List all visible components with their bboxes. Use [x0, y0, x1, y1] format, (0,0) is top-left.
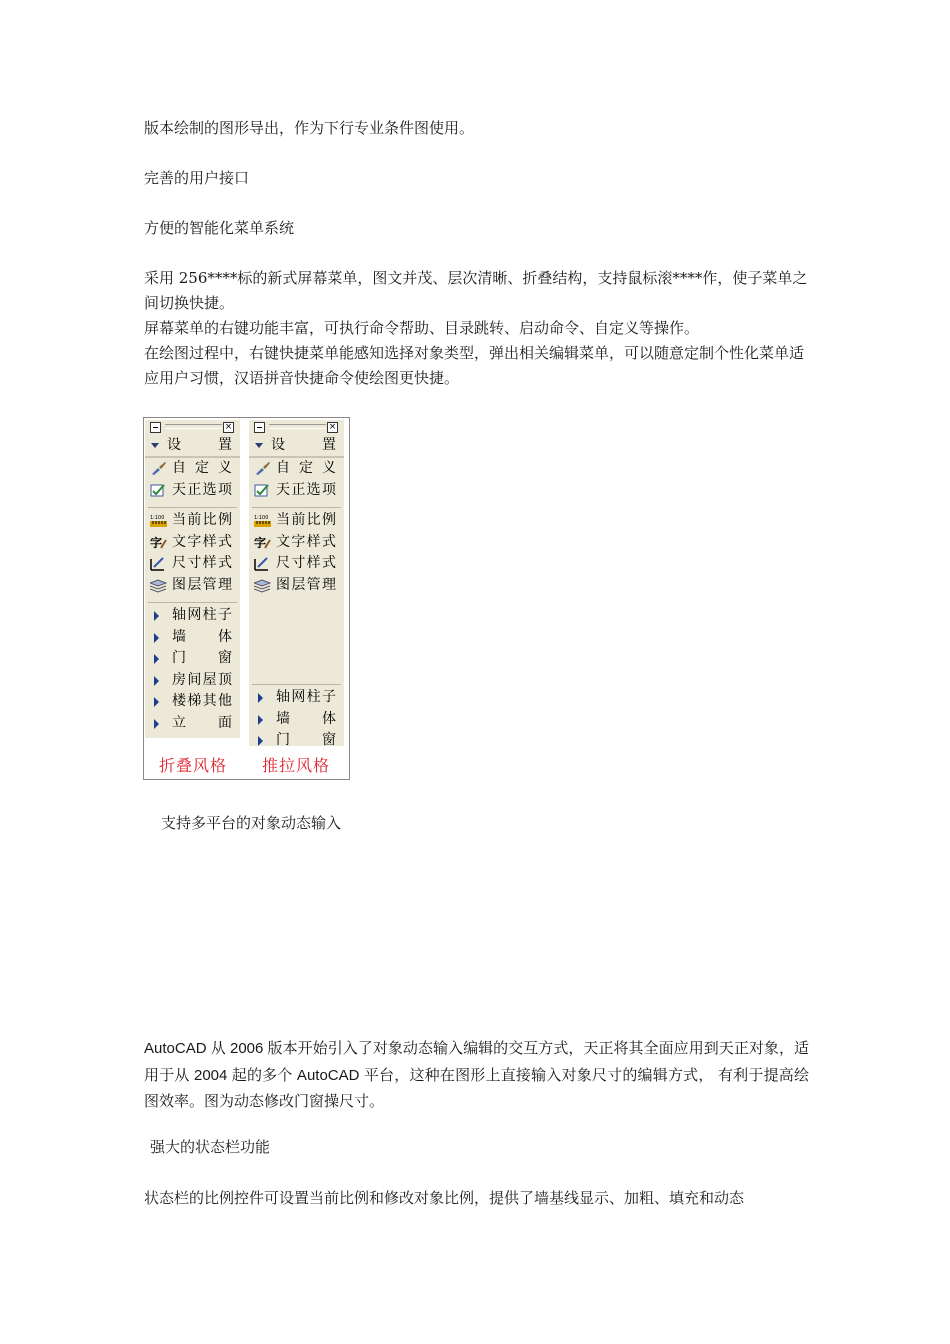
menu-separator	[148, 501, 237, 508]
submenu-arrow-icon	[258, 693, 263, 703]
submenu-arrow-icon	[154, 633, 159, 643]
menu-item-dim-style[interactable]	[145, 553, 240, 575]
scale-icon-text: 1:100	[254, 515, 269, 521]
close-icon[interactable]: ×	[328, 422, 337, 432]
brush-icon	[150, 461, 167, 476]
menu-item-current-scale[interactable]	[249, 510, 344, 532]
submenu-elevation[interactable]	[145, 713, 240, 735]
caption-sliding-style: 推拉风格	[262, 756, 331, 775]
menu-separator	[252, 678, 341, 685]
panel-titlebar	[249, 420, 344, 434]
heading-status-bar: 强大的状态栏功能	[150, 1138, 271, 1156]
sliding-menu-panel	[249, 420, 344, 746]
menu-header-label: 设 置	[271, 437, 336, 453]
submenu-arrow-icon	[154, 676, 159, 686]
submenu-wall[interactable]	[145, 627, 240, 649]
submenu-stairs-other[interactable]	[145, 691, 240, 713]
close-icon[interactable]: ×	[224, 422, 233, 432]
paragraph-autocad: AutoCAD 从 2006 版本开始引入了对象动态输入编辑的交互方式，天正将其全面应用到天正对象，适用于从 2004 起的多个 AutoCAD 平台，这种在图形上直接输入对象尺寸的编辑方式， 有利于提高绘图效率。图为动态修改门窗操尺寸。	[144, 1040, 809, 1110]
titlebar-grip	[269, 424, 326, 429]
svg-text:字: 字	[254, 535, 267, 550]
paragraph-status-bar: 状态栏的比例控件可设置当前比例和修改对象比例，提供了墙基线显示、加粗、填充和动态	[144, 1189, 745, 1207]
submenu-arrow-icon	[154, 654, 159, 664]
menu-styles-figure	[143, 417, 350, 780]
submenu-label: 立 面	[172, 714, 232, 731]
menu-item-text-style[interactable]	[145, 532, 240, 554]
menu-item-current-scale[interactable]	[145, 510, 240, 532]
menu-item-label: 图层管理	[276, 576, 336, 593]
menu-header-settings[interactable]	[249, 434, 344, 458]
submenu-label: 轴网柱子	[276, 689, 336, 705]
options-icon	[150, 483, 167, 498]
collapse-triangle-icon	[255, 443, 263, 448]
scale-ruler-icon	[254, 513, 271, 528]
menu-item-label: 尺寸样式	[276, 555, 336, 571]
submenu-arrow-icon	[154, 719, 159, 729]
folding-menu-panel	[145, 420, 240, 738]
svg-text:字: 字	[150, 535, 163, 550]
menu-item-label: 当前比例	[172, 512, 232, 528]
menu-separator	[148, 596, 237, 603]
menu-item-customize[interactable]	[145, 458, 240, 480]
layers-icon	[150, 578, 167, 593]
minimize-icon[interactable]	[254, 422, 265, 433]
panel-titlebar	[145, 420, 240, 434]
submenu-label: 门 窗	[276, 732, 336, 748]
menu-header-label: 设 置	[167, 437, 232, 453]
menu-item-label: 文字样式	[172, 533, 232, 550]
minimize-icon[interactable]	[150, 422, 161, 433]
heading-smart-menu: 方便的智能化菜单系统	[144, 219, 295, 237]
menu-item-customize[interactable]	[249, 458, 344, 480]
paragraph-right-click: 屏幕菜单的右键功能丰富，可执行命令帮助、目录跳转、启动命令、自定义等操作。	[144, 319, 700, 337]
menu-item-label: 尺寸样式	[172, 555, 232, 571]
scale-ruler-icon	[150, 513, 167, 528]
heading-user-interface: 完善的用户接口	[144, 169, 250, 187]
empty-menu-area	[249, 596, 344, 678]
submenu-label: 门 窗	[172, 650, 232, 666]
submenu-axis-column[interactable]	[145, 605, 240, 627]
paragraph-export: 版本绘制的图形导出，作为下行专业条件图使用。	[144, 119, 475, 137]
menu-item-label: 当前比例	[276, 512, 336, 528]
submenu-axis-column[interactable]	[249, 687, 344, 709]
menu-separator	[252, 501, 341, 508]
layers-icon	[254, 578, 271, 593]
menu-item-label: 天正选项	[172, 481, 232, 498]
options-icon	[254, 483, 271, 498]
collapse-triangle-icon	[151, 443, 159, 448]
submenu-arrow-icon	[258, 736, 263, 746]
submenu-wall[interactable]	[249, 709, 344, 731]
heading-dynamic-input: 支持多平台的对象动态输入	[161, 814, 342, 832]
menu-item-label: 文字样式	[276, 533, 336, 550]
caption-folding-style: 折叠风格	[159, 756, 228, 775]
paragraph-context-menu: 在绘图过程中，右键快捷菜单能感知选择对象类型，弹出相关编辑菜单，可以随意定制个性化菜单适应用户习惯，汉语拼音快捷命令使绘图更快捷。	[144, 344, 805, 387]
menu-item-options[interactable]	[249, 480, 344, 502]
dimension-icon	[254, 556, 271, 571]
submenu-arrow-icon	[258, 715, 263, 725]
menu-item-label: 自 定 义	[276, 460, 336, 476]
menu-item-dim-style[interactable]	[249, 553, 344, 575]
text-style-icon	[254, 535, 271, 550]
scale-icon-text: 1:100	[150, 515, 165, 521]
dimension-icon	[150, 556, 167, 571]
submenu-door-window[interactable]	[145, 648, 240, 670]
menu-item-layer-manager[interactable]	[249, 575, 344, 597]
submenu-arrow-icon	[154, 697, 159, 707]
menu-item-label: 自 定 义	[172, 460, 232, 476]
submenu-arrow-icon	[154, 611, 159, 621]
submenu-label: 轴网柱子	[172, 607, 232, 623]
menu-item-layer-manager[interactable]	[145, 575, 240, 597]
submenu-label: 墙 体	[172, 628, 232, 645]
submenu-label: 楼梯其他	[172, 693, 232, 709]
titlebar-grip	[165, 424, 222, 429]
text-style-icon	[150, 535, 167, 550]
menu-item-label: 图层管理	[172, 576, 232, 593]
submenu-door-window[interactable]	[249, 730, 344, 752]
paragraph-screen-menu: 采用 256****标的新式屏幕菜单，图文并茂、层次清晰、折叠结构，支持鼠标滚****作，使子菜单之间切换快捷。	[144, 269, 808, 312]
menu-header-settings[interactable]	[145, 434, 240, 458]
brush-icon	[254, 461, 271, 476]
menu-item-label: 天正选项	[276, 481, 336, 498]
submenu-label: 房间屋顶	[172, 671, 232, 688]
menu-item-text-style[interactable]	[249, 532, 344, 554]
submenu-label: 墙 体	[276, 710, 336, 727]
menu-item-options[interactable]	[145, 480, 240, 502]
submenu-room-roof[interactable]	[145, 670, 240, 692]
